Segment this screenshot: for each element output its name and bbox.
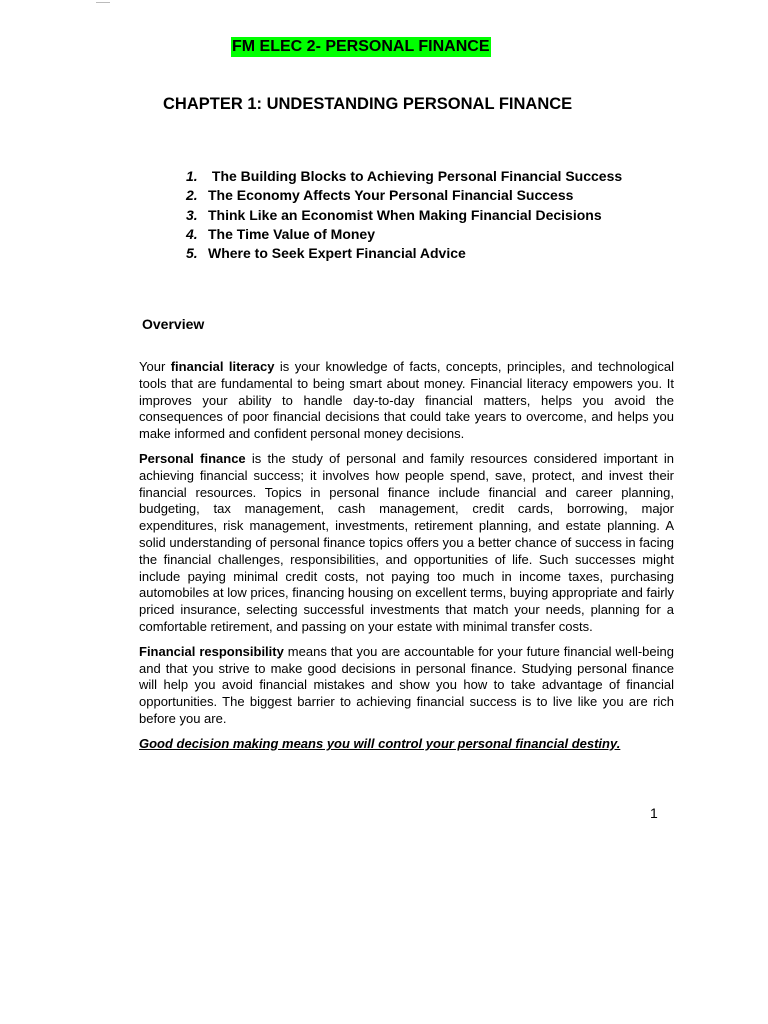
topic-item (186, 167, 622, 186)
topic-item (186, 244, 622, 263)
term-financial-responsibility: Financial responsibility (139, 643, 284, 659)
page-number: 1 (650, 805, 658, 821)
overview-heading: Overview (142, 316, 205, 332)
topic-label: Where to Seek Expert Financial Advice (208, 245, 466, 262)
topic-number: 3. (186, 206, 198, 223)
paragraph-financial-responsibility (139, 644, 674, 728)
paragraph-text: is the study of personal and family resources considered important in achieving financial success; it involves how people spend, save, protect, and invest their financial resources. Topics in personal finance include financial and career planning, budgeting, tax management, cash management, credit cards, borrowing, major expenditures, risk management, investments, retirement planning, and estate planning. A solid understanding of personal finance topics offers you a better chance of success in facing the financial challenges, responsibilities, and opportunities of life. Such successes might include paying minimal credit costs, not paying too much in income taxes, purchasing automobiles at low prices, financing housing on excellent terms, buying appropriate and fairly priced insurance, selecting successful investments that match your needs, planning for a comfortable retirement, and passing on your estate with minimal transfer costs. (139, 450, 674, 634)
topic-label: Think Like an Economist When Making Financial Decisions (208, 206, 602, 223)
chapter-title: CHAPTER 1: UNDESTANDING PERSONAL FINANCE (163, 95, 573, 113)
topic-list (186, 167, 622, 263)
topic-label: The Building Blocks to Achieving Personal Financial Success (208, 168, 623, 184)
paragraph-financial-literacy (139, 359, 674, 443)
topic-number: 1. (186, 168, 198, 184)
corner-mark (96, 2, 110, 3)
paragraph-personal-finance (139, 451, 674, 636)
topic-item (186, 206, 622, 225)
topic-number: 4. (186, 225, 198, 242)
term-financial-literacy: financial literacy (170, 359, 275, 374)
overview-body (139, 359, 674, 753)
topic-number: 5. (186, 245, 198, 262)
topic-number: 2. (186, 187, 198, 204)
paragraph-prefix: Your (139, 359, 171, 374)
topic-item (186, 186, 622, 205)
paragraph-text: is your knowledge of facts, concepts, principles, and technological tools that are fundamental to being smart about money. Financial literacy empowers you. It improves your ability to handle day-to-day financial matters, helps you avoid the consequences of poor financial decisions that could take years to overcome, and helps you make informed and confident personal money decisions. (139, 359, 674, 442)
term-personal-finance: Personal finance (139, 450, 246, 466)
topic-label: The Economy Affects Your Personal Financial Success (208, 187, 574, 204)
topic-item (186, 225, 622, 244)
paragraph-text: means that you are accountable for your future financial well-being and that you strive to make good decisions in personal finance. Studying personal finance will help you avoid financial mistakes and show you how to take advantage of financial opportunities. The biggest barrier to achieving financial success is to live like you are rich before you are. (139, 643, 674, 726)
topic-label: The Time Value of Money (208, 225, 376, 242)
course-title: FM ELEC 2- PERSONAL FINANCE (232, 38, 490, 55)
closing-statement: Good decision making means you will control your personal financial destiny. (139, 735, 621, 751)
